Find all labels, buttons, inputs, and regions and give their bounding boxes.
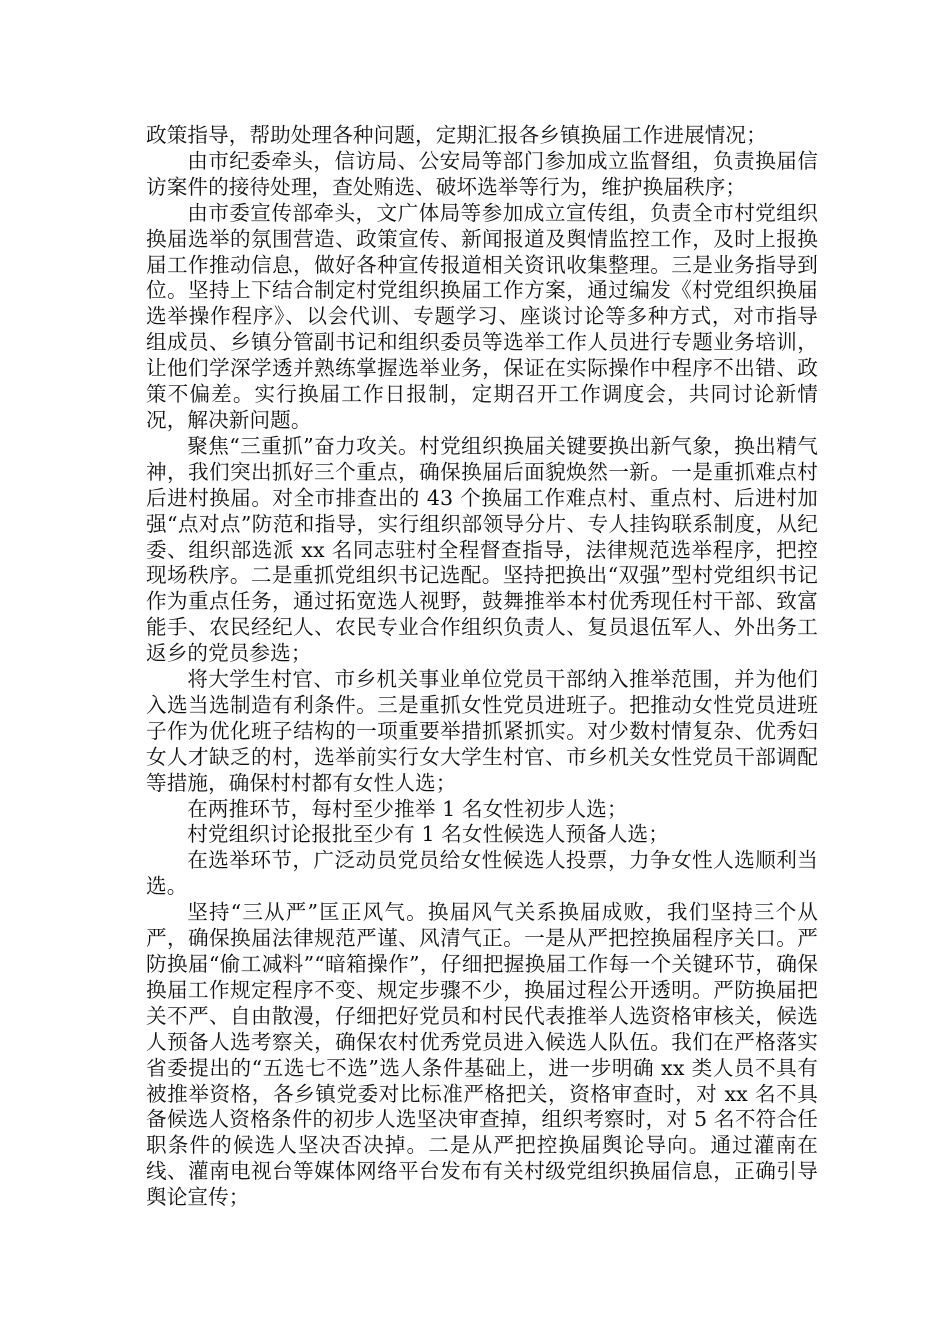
paragraph: 由市纪委牵头，信访局、公安局等部门参加成立监督组，负责换届信访案件的接待处理，查处贿选、破坏选举等行为，维护换届秩序； <box>146 148 818 199</box>
paragraph: 村党组织讨论报批至少有 1 名女性候选人预备人选； <box>187 822 669 847</box>
paragraph: 由市委宣传部牵头，文广体局等参加成立宣传组，负责全市村党组织换届选举的氛围营造、政策宣传、新闻报道及舆情监控工作，及时上报换届工作推动信息，做好各种宣传报道相关资讯收集整理。三是业务指导到位。坚持上下结合制定村党组织换届工作方案，通过编发《村党组织换届选举操作程序》、以会代训、专题学习、座谈讨论等多种方式，对市指导组成员、乡镇分管副书记和组织委员等选举工作人员进行专题业务培训，让他们学深学透并熟练掌握选举业务，保证在实际操作中程序不出错、政策不偏差。实行换届工作日报制，定期召开工作调度会，共同讨论新情况，解决新问题。 <box>146 200 818 432</box>
paragraph: 将大学生村官、市乡机关事业单位党员干部纳入推举范围，并为他们入选当选制造有利条件。三是重抓女性党员进班子。把推动女性党员进班子作为优化班子结构的一项重要举措抓紧抓实。对少数村情复杂、优秀妇女人才缺乏的村，选举前实行女大学生村官、市乡机关女性党员干部调配等措施，确保村村都有女性人选； <box>146 667 818 795</box>
document-body <box>146 123 818 1211</box>
paragraph: 坚持“三从严”匡正风气。换届风气关系换届成败，我们坚持三个从严，确保换届法律规范严谨、风清气正。一是从严把控换届程序关口。严防换届“偷工减料”“暗箱操作”，仔细把握换届工作每一个关键环节，确保换届工作规定程序不变、规定步骤不少，换届过程公开透明。严防换届把关不严、自由散漫，仔细把好党员和村民代表推举人选资格审核关，候选人预备人选考察关，确保农村优秀党员进入候选人队伍。我们在严格落实省委提出的“五选七不选”选人条件基础上，进一步明确 xx 类人员不具有被推举资格，各乡镇党委对比标准严格把关，资格审查时，对 xx 名不具备候选人资格条件的初步人选坚决审查掉，组织考察时，对 5 名不符合任职条件的候选人坚决否决掉。二是从严把控换届舆论导向。通过灌南在线、灌南电视台等媒体网络平台发布有关村级党组织换届信息，正确引导舆论宣传； <box>146 900 818 1210</box>
paragraph: 在选举环节，广泛动员党员给女性候选人投票，力争女性人选顺利当选。 <box>146 848 818 899</box>
paragraph: 政策指导，帮助处理各种问题，定期汇报各乡镇换届工作进展情况； <box>146 123 767 147</box>
paragraph: 聚焦“三重抓”奋力攻关。村党组织换届关键要换出新气象，换出精气神，我们突出抓好三个重点，确保换届后面貌焕然一新。一是重抓难点村后进村换届。对全市排查出的 43 个换届工作难点村、重点村、后进村加强“点对点”防范和指导，实行组织部领导分片、专人挂钩联系制度，从纪委、组织部选派 xx 名同志驻村全程督查指导，法律规范选举程序，把控现场秩序。二是重抓党组织书记选配。坚持把换出“双强”型村党组织书记作为重点任务，通过拓宽选人视野，鼓舞推举本村优秀现任村干部、致富能手、农民经纪人、农民专业合作组织负责人、复员退伍军人、外出务工返乡的党员参选； <box>146 433 818 666</box>
paragraph: 在两推环节，每村至少推举 1 名女性初步人选； <box>187 796 628 821</box>
